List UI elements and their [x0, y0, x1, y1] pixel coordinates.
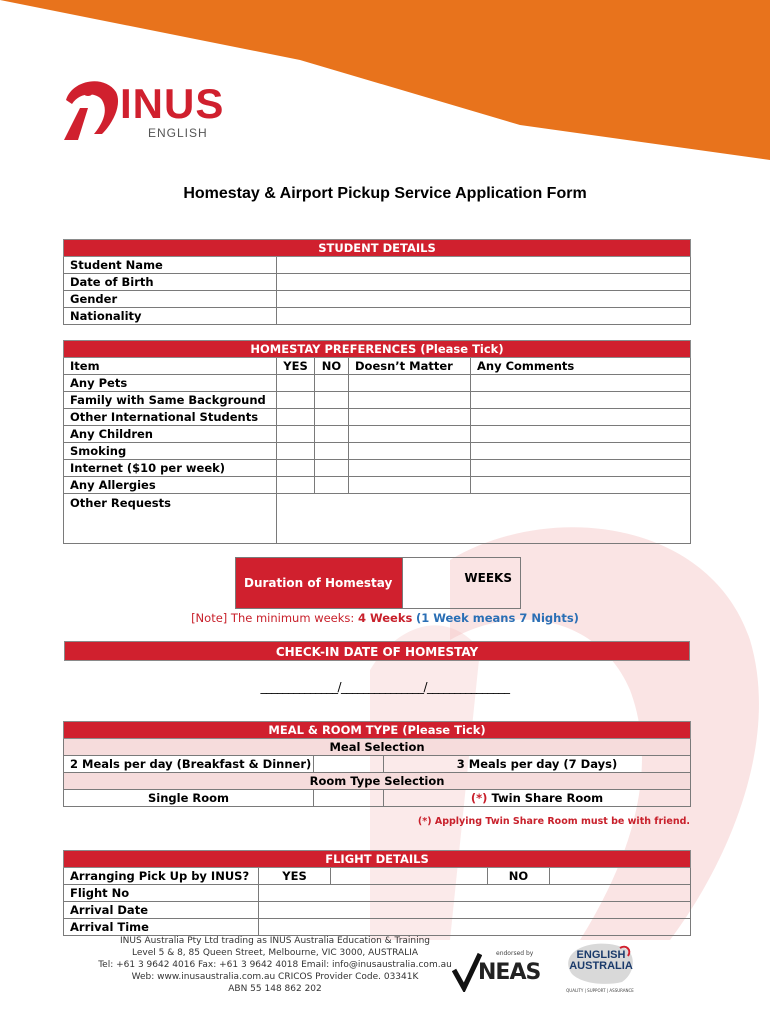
ea-tagline: QUALITY | SUPPORT | ASSURANCE [566, 988, 634, 993]
room-selection-header: Room Type Selection [64, 773, 691, 790]
pickup-no-cell[interactable] [550, 868, 691, 885]
pref-comment-cell[interactable] [471, 409, 691, 426]
ea-text-2: AUSTRALIA [569, 960, 633, 972]
checkin-header: CHECK-IN DATE OF HOMESTAY [64, 641, 690, 661]
duration-label: Duration of Homestay [236, 558, 402, 608]
pref-item-label: Other International Students [64, 409, 277, 426]
pref-yes-cell[interactable] [277, 477, 315, 494]
pref-no-cell[interactable] [315, 409, 349, 426]
room-tick-cell[interactable] [314, 790, 384, 807]
meal-option-3-meals[interactable]: 3 Meals per day (7 Days) [384, 756, 691, 773]
pref-item-label: Any Pets [64, 375, 277, 392]
pref-comment-cell[interactable] [471, 426, 691, 443]
footer-company: INUS Australia Pty Ltd trading as INUS Australia Education & Training [119, 936, 431, 946]
twin-star: (*) [470, 791, 488, 805]
room-option-twin[interactable] [384, 790, 691, 807]
pref-comment-cell[interactable] [471, 460, 691, 477]
pickup-label: Arranging Pick Up by INUS? [64, 868, 259, 885]
pref-yes-cell[interactable] [277, 443, 315, 460]
meal-option-2-meals[interactable]: 2 Meals per day (Breakfast & Dinner) [64, 756, 314, 773]
footer-contact: Tel: +61 3 9642 4016 Fax: +61 3 9642 4018 Email: info@inusaustralia.com.au [98, 960, 452, 970]
meal-room-header: MEAL & ROOM TYPE (Please Tick) [64, 722, 691, 739]
page-title: Homestay & Airport Pickup Service Application Form [183, 185, 587, 202]
pref-dm-cell[interactable] [349, 443, 471, 460]
table-row [64, 375, 691, 392]
pref-comment-cell[interactable] [471, 392, 691, 409]
pref-item-label: Smoking [64, 443, 277, 460]
weeks-unit: WEEKS [464, 571, 512, 585]
pref-yes-cell[interactable] [277, 375, 315, 392]
twin-share-note: (*) Applying Twin Share Room must be with friend. [417, 816, 690, 827]
homestay-preferences-table [63, 340, 691, 544]
table-row [64, 409, 691, 426]
footer [80, 935, 470, 995]
duration-weeks-field[interactable] [403, 558, 520, 608]
twin-label: Twin Share Room [487, 791, 604, 805]
pref-dm-cell[interactable] [349, 375, 471, 392]
english-australia-badge [562, 940, 638, 996]
pref-no-cell[interactable] [315, 392, 349, 409]
student-name-label: Student Name [64, 257, 277, 274]
pref-item-label: Any Children [64, 426, 277, 443]
inus-logo [58, 74, 288, 146]
pref-dm-cell[interactable] [349, 426, 471, 443]
student-details-table [63, 239, 691, 325]
table-row [64, 443, 691, 460]
col-doesnt-matter: Doesn’t Matter [349, 358, 471, 375]
pref-yes-cell[interactable] [277, 460, 315, 477]
gender-field[interactable] [277, 291, 691, 308]
pref-dm-cell[interactable] [349, 460, 471, 477]
flight-details-header: FLIGHT DETAILS [64, 851, 691, 868]
pref-yes-cell[interactable] [277, 392, 315, 409]
table-row [64, 392, 691, 409]
note-weeks: 4 Weeks [357, 611, 413, 625]
footer-abn: ABN 55 148 862 202 [228, 984, 322, 994]
table-row [64, 477, 691, 494]
col-yes: YES [277, 358, 315, 375]
flight-details-table [63, 850, 691, 936]
ea-text-1: ENGLISH [576, 949, 626, 961]
pref-item-label: Family with Same Background [64, 392, 277, 409]
pref-item-label: Any Allergies [64, 477, 277, 494]
homestay-preferences-header: HOMESTAY PREFERENCES (Please Tick) [64, 341, 691, 358]
flight-no-label: Flight No [64, 885, 259, 902]
other-requests-label: Other Requests [64, 494, 277, 544]
pref-comment-cell[interactable] [471, 477, 691, 494]
checkin-date-field[interactable]: ______________/_______________/_______________ [260, 680, 510, 694]
col-item: Item [64, 358, 277, 375]
minimum-weeks-note [0, 611, 770, 625]
pref-no-cell[interactable] [315, 443, 349, 460]
flight-no-field[interactable] [259, 885, 691, 902]
pref-no-cell[interactable] [315, 460, 349, 477]
arrival-date-field[interactable] [259, 902, 691, 919]
arrival-time-label: Arrival Time [64, 919, 259, 936]
pref-dm-cell[interactable] [349, 477, 471, 494]
student-name-field[interactable] [277, 257, 691, 274]
table-row [64, 426, 691, 443]
logo-brand-text: INUS [120, 80, 225, 127]
neas-endorsed-text: endorsed by [496, 950, 534, 957]
pickup-yes-cell[interactable] [331, 868, 488, 885]
footer-web: Web: www.inusaustralia.com.au CRICOS Provider Code. 03341K [131, 972, 419, 982]
student-details-header: STUDENT DETAILS [64, 240, 691, 257]
footer-address: Level 5 & 8, 85 Queen Street, Melbourne, VIC 3000, AUSTRALIA [132, 948, 418, 958]
pref-item-label: Internet ($10 per week) [64, 460, 277, 477]
pref-no-cell[interactable] [315, 477, 349, 494]
other-requests-field[interactable] [277, 494, 691, 544]
col-comments: Any Comments [471, 358, 691, 375]
note-explain: (1 Week means 7 Nights) [415, 611, 579, 625]
inus-swoosh-icon [58, 74, 120, 146]
col-no: NO [315, 358, 349, 375]
duration-box [235, 557, 521, 609]
pickup-no-label: NO [488, 868, 550, 885]
table-row [64, 460, 691, 477]
pref-dm-cell[interactable] [349, 409, 471, 426]
meal-tick-cell[interactable] [314, 756, 384, 773]
note-prefix: [Note] The minimum weeks: [191, 611, 358, 625]
pickup-yes-label: YES [259, 868, 331, 885]
pref-dm-cell[interactable] [349, 392, 471, 409]
pref-yes-cell[interactable] [277, 426, 315, 443]
room-option-single[interactable]: Single Room [64, 790, 314, 807]
logo-sub-text: ENGLISH [148, 126, 208, 140]
pref-yes-cell[interactable] [277, 409, 315, 426]
pref-comment-cell[interactable] [471, 443, 691, 460]
gender-label: Gender [64, 291, 277, 308]
pref-no-cell[interactable] [315, 375, 349, 392]
dob-label: Date of Birth [64, 274, 277, 291]
pref-comment-cell[interactable] [471, 375, 691, 392]
arrival-date-label: Arrival Date [64, 902, 259, 919]
neas-text: NEAS [478, 960, 541, 985]
neas-badge [452, 948, 542, 994]
meal-room-table [63, 721, 691, 807]
arrival-time-field[interactable] [259, 919, 691, 936]
nationality-field[interactable] [277, 308, 691, 325]
dob-field[interactable] [277, 274, 691, 291]
pref-no-cell[interactable] [315, 426, 349, 443]
meal-selection-header: Meal Selection [64, 739, 691, 756]
nationality-label: Nationality [64, 308, 277, 325]
